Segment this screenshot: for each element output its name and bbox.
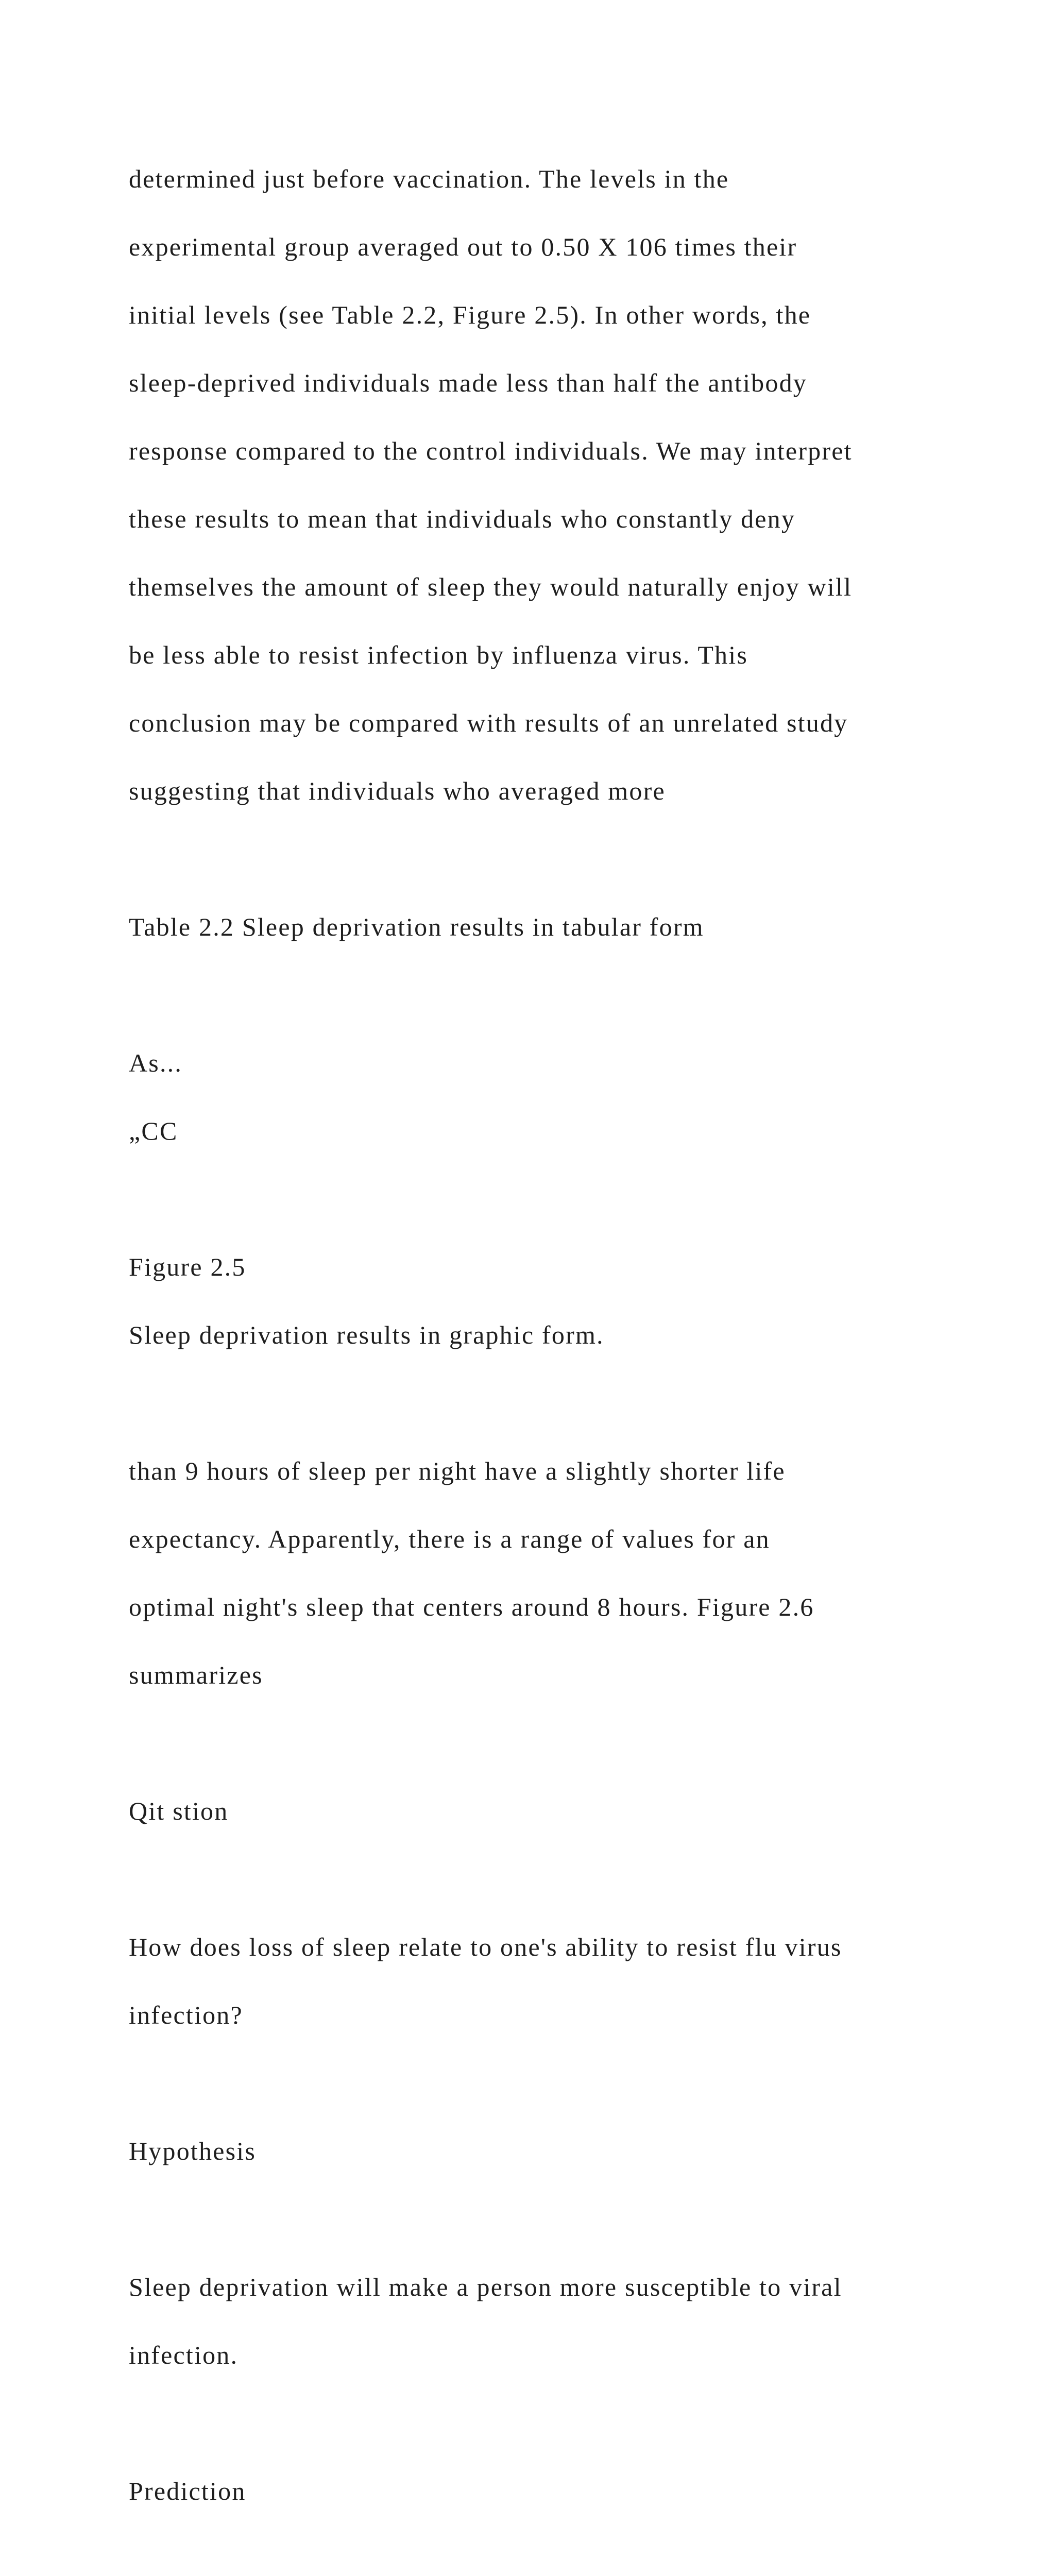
text-line: summarizes [129, 1660, 263, 1689]
figure-caption-block [129, 1216, 1005, 1386]
text-line: response compared to the control individuals. We may interpret [129, 436, 853, 465]
hypothesis-heading: Hypothesis [129, 2137, 256, 2165]
question-heading: Qit stion [129, 1797, 229, 1825]
hypothesis-heading-block [129, 2100, 1005, 2202]
table-caption: Table 2.2 Sleep deprivation results in tabular form [129, 912, 704, 941]
text-line: infection. [129, 2341, 239, 2369]
table-caption-block [129, 876, 1005, 978]
artifact-line: As... [129, 1048, 183, 1077]
hypothesis-text-block [129, 2236, 1005, 2406]
text-line: experimental group averaged out to 0.50 X 106 times their [129, 232, 797, 261]
body-paragraph-1 [129, 128, 1005, 842]
text-line: sleep-deprived individuals made less than half the antibody [129, 368, 807, 397]
text-line: determined just before vaccination. The levels in the [129, 164, 729, 193]
figure-label: Figure 2.5 [129, 1252, 246, 1281]
text-line: expectancy. Apparently, there is a range of values for an [129, 1524, 770, 1553]
text-line: conclusion may be compared with results of an unrelated study [129, 708, 848, 737]
figure-caption: Sleep deprivation results in graphic form. [129, 1320, 604, 1349]
text-line: be less able to resist infection by influenza virus. This [129, 640, 748, 669]
artifact-block [129, 1012, 1005, 1182]
text-line: themselves the amount of sleep they would naturally enjoy will [129, 572, 853, 601]
question-text-block [129, 1896, 1005, 2066]
artifact-line: „CC [129, 1116, 178, 1145]
prediction-heading-block [129, 2440, 1005, 2542]
question-heading-block [129, 1760, 1005, 1862]
text-line: How does loss of sleep relate to one's ability to resist flu virus [129, 1933, 842, 1961]
text-line: optimal night's sleep that centers around 8 hours. Figure 2.6 [129, 1592, 814, 1621]
document-page [129, 128, 1005, 2576]
text-line: these results to mean that individuals who constantly deny [129, 504, 796, 533]
body-paragraph-2 [129, 1420, 1005, 1726]
text-line: initial levels (see Table 2.2, Figure 2.5). In other words, the [129, 300, 811, 329]
text-line: infection? [129, 2001, 243, 2029]
text-line: suggesting that individuals who averaged more [129, 776, 666, 805]
prediction-heading: Prediction [129, 2477, 246, 2505]
text-line: than 9 hours of sleep per night have a slightly shorter life [129, 1456, 786, 1485]
text-line: Sleep deprivation will make a person more susceptible to viral [129, 2273, 842, 2301]
